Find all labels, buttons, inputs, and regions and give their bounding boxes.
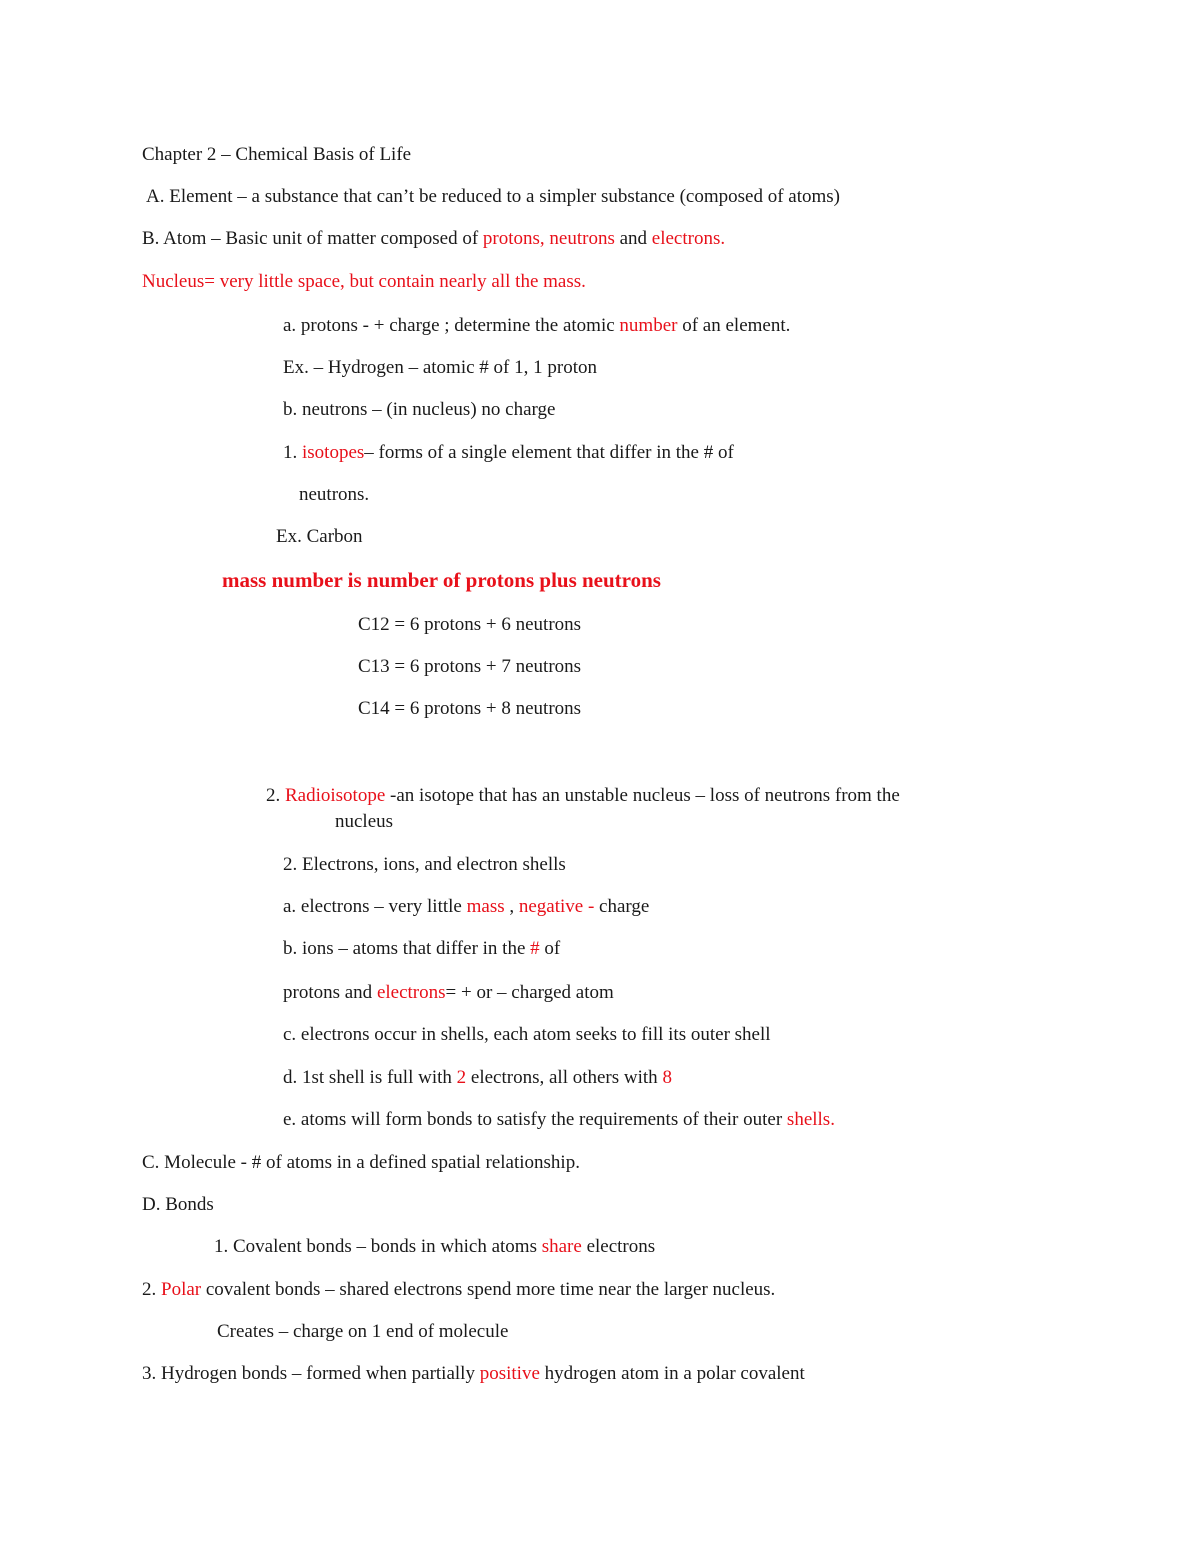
- text-run: Creates – charge on 1 end of molecule: [217, 1321, 509, 1342]
- text-run: electrons: [581, 1236, 656, 1257]
- text-run: 1. Covalent bonds – bonds in which atoms: [214, 1236, 542, 1257]
- text-run: C14 = 6 protons + 8 neutrons: [358, 698, 582, 719]
- text-run: charge: [594, 896, 650, 917]
- highlighted-term: isotopes: [302, 442, 365, 463]
- text-run: B. Atom – Basic unit of matter composed of: [142, 228, 483, 249]
- line-neutrons: [283, 398, 555, 422]
- text-run: of an element.: [677, 315, 791, 336]
- line-hydrogen-example: [283, 356, 597, 380]
- line-creates-charge: [217, 1320, 508, 1344]
- line-c13: [358, 655, 581, 679]
- text-run: 3. Hydrogen bonds – formed when partially: [142, 1363, 480, 1384]
- highlighted-term: electrons.: [651, 228, 726, 249]
- line-form-bonds: [283, 1108, 835, 1132]
- line-radioisotope-cont: [335, 810, 393, 834]
- line-radioisotope: [266, 784, 900, 808]
- text-run: a. electrons – very little: [283, 896, 467, 917]
- line-hydrogen-bonds: [142, 1362, 805, 1386]
- text-run: 1.: [283, 442, 302, 463]
- text-run: electrons, all others with: [466, 1067, 663, 1088]
- text-run: D. Bonds: [142, 1194, 214, 1215]
- text-run: a. protons - + charge ; determine the atomic: [283, 315, 620, 336]
- text-run: and: [614, 228, 652, 249]
- text-run: C12 = 6 protons + 6 neutrons: [358, 614, 582, 635]
- text-run: Ex. Carbon: [276, 526, 363, 547]
- text-run: ,: [504, 896, 519, 917]
- line-isotopes-cont: [299, 483, 369, 507]
- text-run: nucleus: [335, 811, 394, 832]
- line-covalent-bonds: [214, 1235, 655, 1259]
- text-run: -an isotope that has an unstable nucleus – loss of neutrons from the: [385, 785, 900, 806]
- text-run: 2.: [142, 1279, 161, 1300]
- text-run: – forms of a single element that differ in the # of: [364, 442, 734, 463]
- highlighted-term: #: [530, 938, 540, 959]
- highlighted-term: positive: [479, 1363, 540, 1384]
- line-polar-covalent: [142, 1278, 775, 1302]
- text-run: 2. Electrons, ions, and electron shells: [283, 854, 566, 875]
- text-run: C. Molecule - # of atoms in a defined spatial relationship.: [142, 1152, 580, 1173]
- text-run: C13 = 6 protons + 7 neutrons: [358, 656, 582, 677]
- line-carbon-example: [276, 525, 363, 549]
- highlighted-term: share: [541, 1236, 582, 1257]
- document-title: Chapter 2 – Chemical Basis of Life: [142, 144, 412, 165]
- line-protons: [283, 314, 790, 338]
- text-run: e. atoms will form bonds to satisfy the requirements of their outer: [283, 1109, 787, 1130]
- line-ions-cont: [283, 981, 614, 1005]
- text-run: A. Element – a substance that can’t be reduced to a simpler substance (composed of atoms): [146, 186, 840, 207]
- text-run: b. neutrons – (in nucleus) no charge: [283, 399, 556, 420]
- line-element-definition: [146, 185, 840, 209]
- text-run: covalent bonds – shared electrons spend more time near the larger nucleus.: [201, 1279, 776, 1300]
- highlighted-term: Polar: [161, 1279, 202, 1300]
- highlighted-term: Radioisotope: [285, 785, 386, 806]
- line-c12: [358, 613, 581, 637]
- text-run: of: [539, 938, 561, 959]
- highlighted-term: 8: [662, 1067, 672, 1088]
- highlighted-term: shells.: [786, 1109, 835, 1130]
- line-mass-number: [222, 568, 661, 592]
- line-nucleus-note: [142, 270, 586, 294]
- highlighted-term: protons, neutrons: [482, 228, 615, 249]
- line-shells: [283, 1023, 771, 1047]
- text-run: c. electrons occur in shells, each atom seeks to fill its outer shell: [283, 1024, 771, 1045]
- line-electrons-mass: [283, 895, 649, 919]
- text-run: d. 1st shell is full with: [283, 1067, 457, 1088]
- highlighted-term: negative -: [518, 896, 595, 917]
- text-run: b. ions – atoms that differ in the: [283, 938, 531, 959]
- line-ions: [283, 937, 560, 961]
- highlighted-term: number: [619, 315, 678, 336]
- text-run: neutrons.: [299, 484, 370, 505]
- line-electron-shells: [283, 853, 566, 877]
- highlighted-term: 2: [456, 1067, 467, 1088]
- text-run: hydrogen atom in a polar covalent: [539, 1363, 805, 1384]
- highlighted-term: mass number is number of protons plus neutrons: [222, 568, 661, 592]
- line-first-shell: [283, 1066, 672, 1090]
- highlighted-term: Nucleus= very little space, but contain nearly all the mass.: [142, 271, 586, 292]
- highlighted-term: mass: [466, 896, 505, 917]
- line-atom-definition: [142, 227, 725, 251]
- line-bonds: [142, 1193, 214, 1217]
- text-run: Ex. – Hydrogen – atomic # of 1, 1 proton: [283, 357, 597, 378]
- text-run: 2.: [266, 785, 285, 806]
- text-run: = + or – charged atom: [445, 982, 614, 1003]
- highlighted-term: electrons: [376, 982, 446, 1003]
- line-molecule: [142, 1151, 580, 1175]
- text-run: protons and: [283, 982, 377, 1003]
- line-isotopes: [283, 441, 734, 465]
- line-c14: [358, 697, 581, 721]
